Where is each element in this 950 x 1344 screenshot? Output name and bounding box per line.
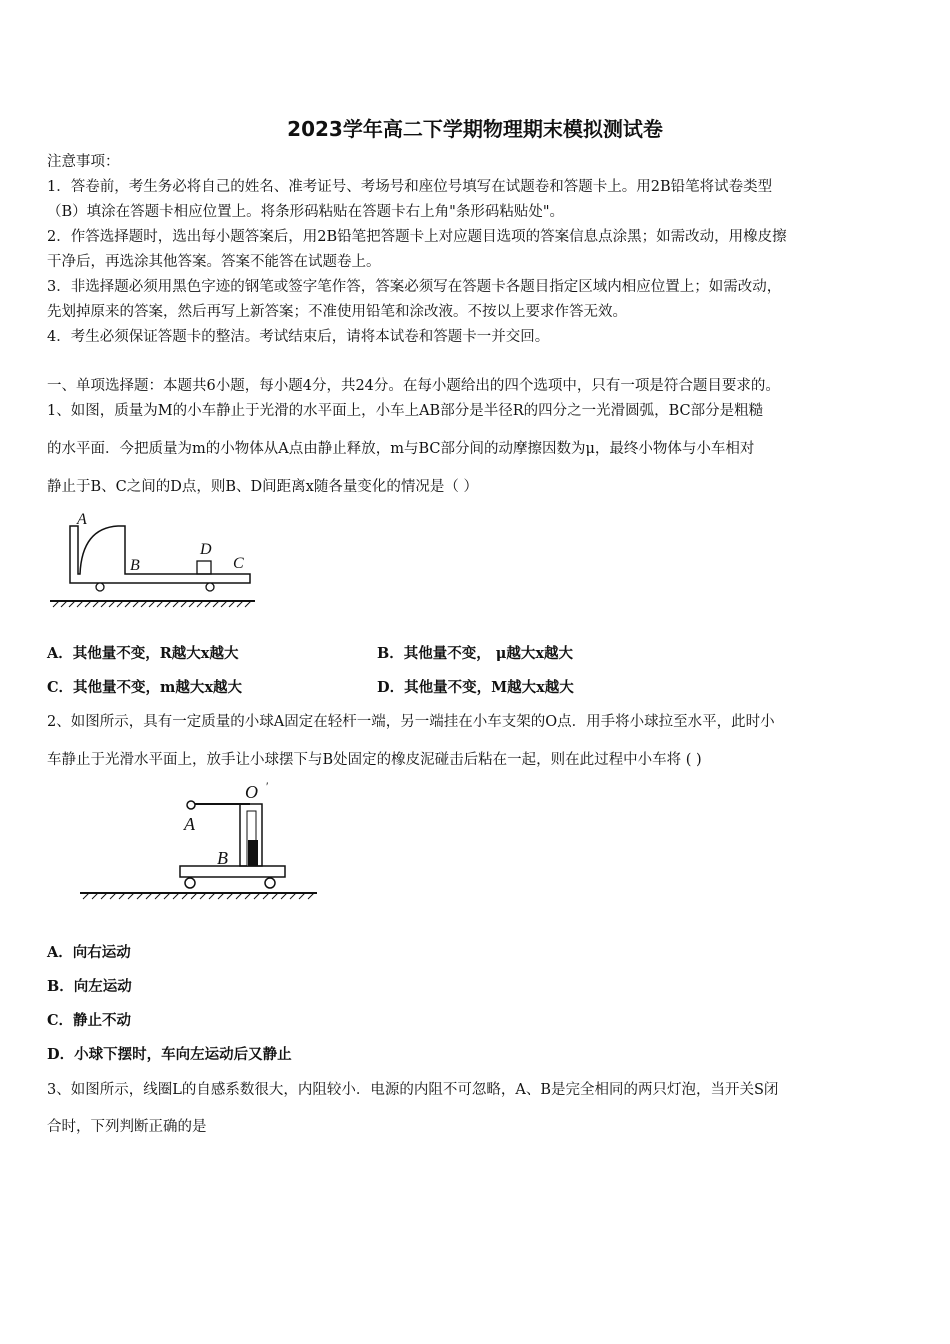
question-1-line: 的水平面．今把质量为m的小物体从A点由静止释放，m与BC部分间的动摩擦因数为μ，最终小物体与小车相对 xyxy=(47,441,755,457)
option-a: A．向右运动 xyxy=(47,944,131,961)
question-1-line: 1、如图，质量为M的小车静止于光滑的水平面上，小车上AB部分是半径R的四分之一光滑圆弧，BC部分是粗糙 xyxy=(47,403,764,419)
notice-line: 1．答卷前，考生务必将自己的姓名、准考证号、考场号和座位号填写在试题卷和答题卡上。用2B铅笔将试卷类型 xyxy=(47,179,773,195)
notice-line: 4．考生必须保证答题卡的整洁。考试结束后，请将本试卷和答题卡一并交回。 xyxy=(47,329,550,345)
svg-text:′: ′ xyxy=(266,779,269,793)
label-b: B xyxy=(130,557,140,574)
question-1-line: 静止于B、C之间的D点，则B、D间距离x随各量变化的情况是（ ） xyxy=(47,479,478,495)
option-b: B．向左运动 xyxy=(47,978,132,995)
option-a: A．其他量不变，R越大x越大 xyxy=(47,645,239,662)
notice-line: 干净后，再选涂其他答案。答案不能答在试题卷上。 xyxy=(47,254,381,270)
notice-line: 先划掉原来的答案，然后再写上新答案；不准使用铅笔和涂改液。不按以上要求作答无效。 xyxy=(47,304,627,320)
label-d: D xyxy=(200,541,212,558)
label-o: O xyxy=(245,782,258,802)
question-2-figure xyxy=(75,778,335,908)
option-c: C．其他量不变，m越大x越大 xyxy=(47,679,243,696)
question-2-line: 2、如图所示，具有一定质量的小球A固定在轻杆一端，另一端挂在小车支架的O点．用手将小球拉至水平，此时小 xyxy=(47,714,775,730)
notice-line: 2．作答选择题时，选出每小题答案后，用2B铅笔把答题卡上对应题目选项的答案信息点涂黑；如需改动，用橡皮擦 xyxy=(47,229,787,245)
label-c: C xyxy=(233,555,244,572)
notice-line: 3．非选择题必须用黑色字迹的钢笔或签字笔作答，答案必须写在答题卡各题目指定区域内相应位置上；如需改动， xyxy=(47,279,782,295)
page-title: 2023学年高二下学期物理期末模拟测试卷 xyxy=(287,117,663,141)
option-b: B．其他量不变， μ越大x越大 xyxy=(377,645,574,662)
notice-heading: 注意事项： xyxy=(47,154,120,170)
option-d: D．小球下摆时，车向左运动后又静止 xyxy=(47,1046,292,1063)
question-3-line: 3、如图所示，线圈L的自感系数很大，内阻较小．电源的内阻不可忽略，A、B是完全相同的两只灯泡，当开关S闭 xyxy=(47,1082,779,1098)
option-c: C．静止不动 xyxy=(47,1012,132,1029)
option-d: D．其他量不变，M越大x越大 xyxy=(377,679,574,696)
label-b: B xyxy=(217,848,228,868)
label-a: A xyxy=(184,814,195,834)
label-a: A xyxy=(77,511,87,528)
question-3-line: 合时，下列判断正确的是 xyxy=(47,1119,207,1135)
notice-line: （B）填涂在答题卡相应位置上。将条形码粘贴在答题卡右上角"条形码粘贴处"。 xyxy=(47,204,564,220)
question-2-line: 车静止于光滑水平面上，放手让小球摆下与B处固定的橡皮泥碰击后粘在一起，则在此过程中小车将 ( ) xyxy=(47,752,702,768)
question-1-figure xyxy=(45,508,265,608)
section-heading: 一、单项选择题：本题共6小题，每小题4分，共24分。在每小题给出的四个选项中，只有一项是符合题目要求的。 xyxy=(47,378,780,394)
